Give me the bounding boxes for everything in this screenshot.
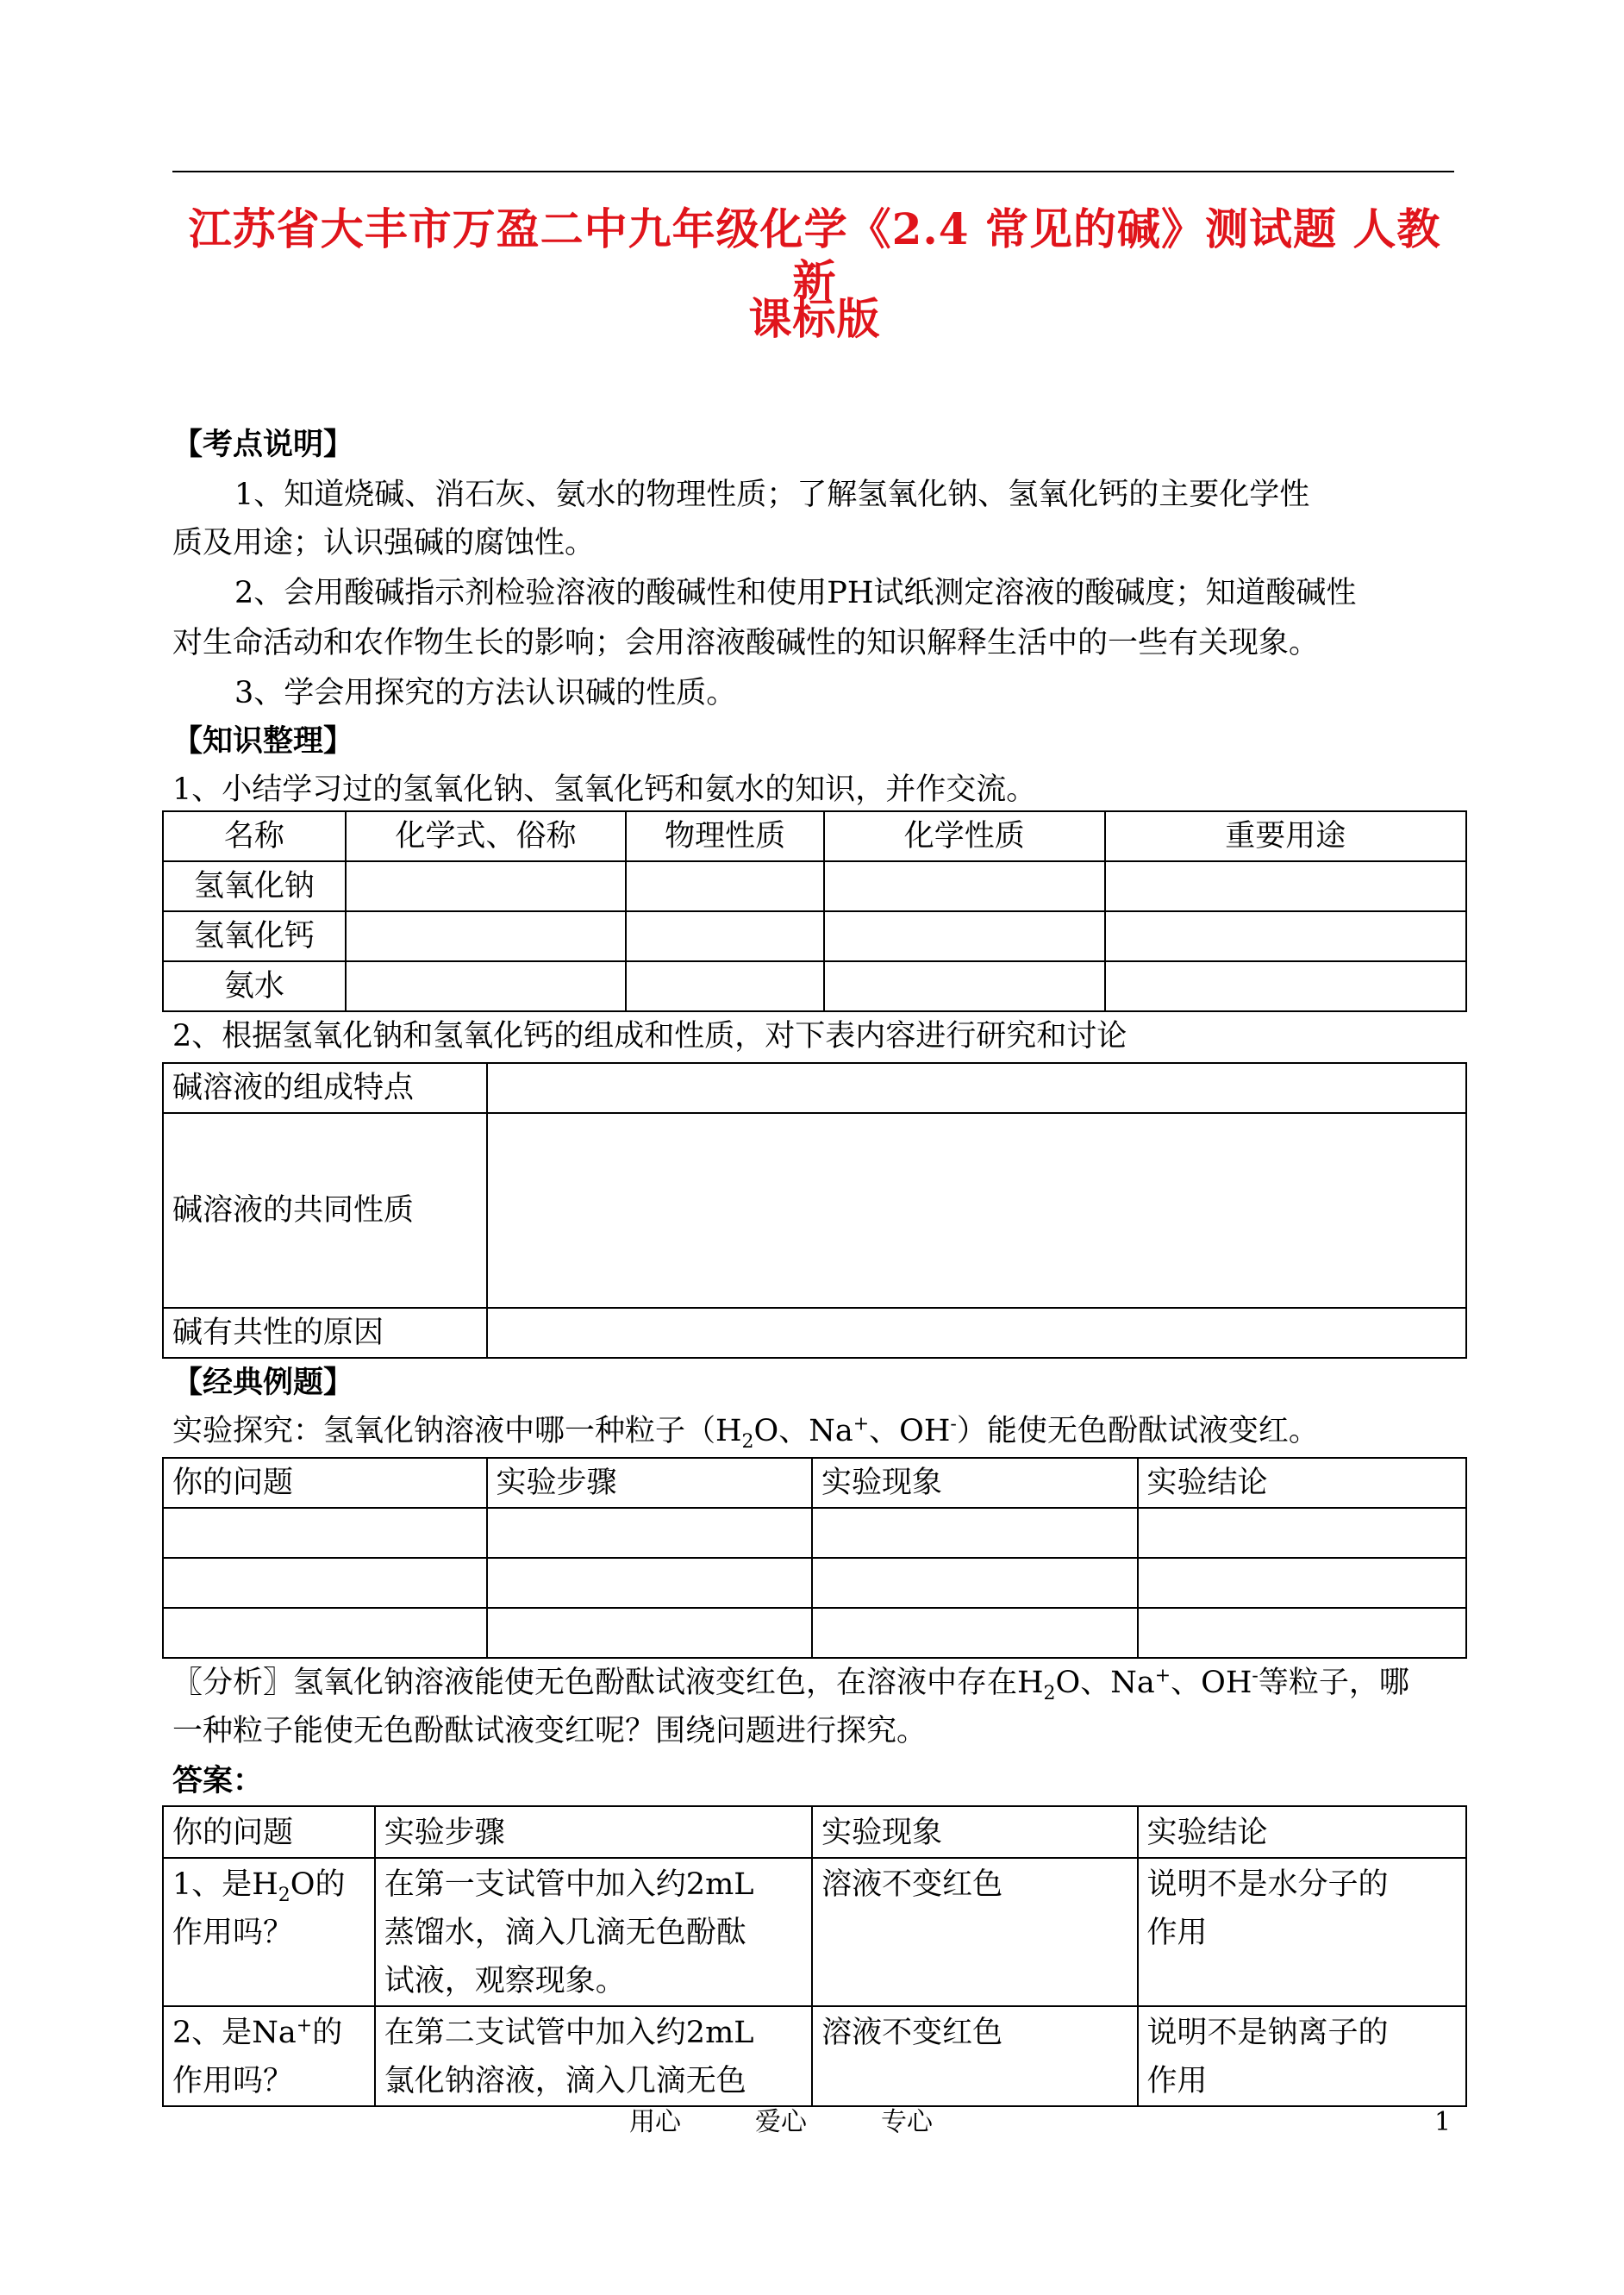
section-heading-exam-points: 【考点说明】 (172, 427, 354, 462)
analysis-line-1: 〖分析〗氢氧化钠溶液能使无色酚酞试液变红色，在溶液中存在$H_2O$、Na+、OH-等粒子，哪 (172, 1665, 1409, 1704)
table-row (163, 1558, 1466, 1608)
table-row (163, 1508, 1466, 1558)
table-header-cell: 名称 (163, 811, 346, 861)
section-heading-knowledge: 【知识整理】 (172, 723, 354, 759)
blank-cell (824, 861, 1105, 911)
table-header-cell: 实验步骤 (375, 1806, 812, 1858)
answer-question-cell: 2、是Na+的 作用吗？ (163, 2006, 375, 2106)
answer-label: 答案： (172, 1763, 264, 1798)
answer-steps-cell: 在第二支试管中加入约2mL 氯化钠溶液，滴入几滴无色 (375, 2006, 812, 2106)
blank-cell (1105, 961, 1466, 1011)
table-header-cell: 重要用途 (1105, 811, 1466, 861)
document-title-line-1: 江苏省大丰市万盈二中九年级化学《2.4 常见的碱》测试题 人教新 (188, 203, 1441, 306)
table-row (163, 961, 1466, 1011)
experiment-blank-table (162, 1457, 1467, 1659)
blank-cell (626, 911, 824, 961)
table-header-cell: 化学式、俗称 (346, 811, 627, 861)
blank-cell (487, 1113, 1466, 1308)
blank-cell (626, 861, 824, 911)
table-header-cell: 你的问题 (163, 1806, 375, 1858)
table-row (163, 1063, 1466, 1113)
analysis-line-2: 一种粒子能使无色酚酞试液变红呢？围绕问题进行探究。 (172, 1714, 928, 1748)
table-row (163, 1608, 1466, 1658)
document-title-line-2: 课标版 (748, 293, 881, 344)
table-header-cell: 实验现象 (812, 1458, 1138, 1508)
footer-word-1: 用心 (629, 2107, 681, 2137)
blank-cell (487, 1063, 1466, 1113)
table-header-row (163, 811, 1466, 861)
exam-point-2-line-1: 2、会用酸碱指示剂检验溶液的酸碱性和使用PH试纸测定溶液的酸碱度；知道酸碱性 (234, 576, 1357, 610)
blank-cell (487, 1308, 1466, 1358)
blank-cell (1105, 861, 1466, 911)
blank-cell (626, 961, 824, 1011)
answer-conclusion-cell: 说明不是水分子的 作用 (1138, 1858, 1466, 2006)
experiment-intro: 实验探究：氢氧化钠溶液中哪一种粒子（$H_2O$、Na+、OH-）能使无色酚酞试液变红。 (172, 1413, 1319, 1453)
row-label-cell: 氨水 (163, 961, 346, 1011)
row-label-cell: 碱有共性的原因 (163, 1308, 487, 1358)
table-header-cell: 你的问题 (163, 1458, 487, 1508)
table-row (163, 911, 1466, 961)
base-summary-table (162, 810, 1467, 1012)
table-header-cell: 化学性质 (824, 811, 1105, 861)
table-row (163, 2006, 1466, 2106)
exam-point-1-line-2: 质及用途；认识强碱的腐蚀性。 (172, 526, 596, 560)
blank-cell (346, 961, 627, 1011)
table-header-cell: 实验结论 (1138, 1458, 1467, 1508)
exam-point-1-line-1: 1、知道烧碱、消石灰、氨水的物理性质；了解氢氧化钠、氢氧化钙的主要化学性 (234, 478, 1310, 512)
blank-cell (824, 961, 1105, 1011)
page-number: 1 (1434, 2107, 1452, 2137)
footer-word-3: 专心 (881, 2107, 933, 2137)
table-header-row (163, 1806, 1466, 1858)
table-header-cell: 实验现象 (812, 1806, 1137, 1858)
row-label-cell: 氢氧化钠 (163, 861, 346, 911)
answer-conclusion-cell: 说明不是钠离子的 作用 (1138, 2006, 1466, 2106)
base-properties-table (162, 1062, 1467, 1359)
table-header-cell: 物理性质 (626, 811, 824, 861)
row-label-cell: 氢氧化钙 (163, 911, 346, 961)
answer-question-cell: 1、是$H_2O$的 作用吗？ (163, 1858, 375, 2006)
answer-steps-cell: 在第一支试管中加入约2mL 蒸馏水，滴入几滴无色酚酞 试液，观察现象。 (375, 1858, 812, 2006)
blank-cell (346, 861, 627, 911)
table-row (163, 1113, 1466, 1308)
answer-phenomenon-cell: 溶液不变红色 (812, 2006, 1137, 2106)
answer-table (162, 1805, 1467, 2107)
footer-word-2: 爱心 (755, 2107, 807, 2137)
header-rule (172, 171, 1454, 172)
answer-phenomenon-cell: 溶液不变红色 (812, 1858, 1137, 2006)
knowledge-question-1: 1、小结学习过的氢氧化钠、氢氧化钙和氨水的知识，并作交流。 (172, 772, 1037, 807)
knowledge-question-2: 2、根据氢氧化钠和氢氧化钙的组成和性质，对下表内容进行研究和讨论 (172, 1019, 1127, 1054)
table-row (163, 1858, 1466, 2006)
row-label-cell: 碱溶液的组成特点 (163, 1063, 487, 1113)
blank-cell (1105, 911, 1466, 961)
table-header-cell: 实验结论 (1138, 1806, 1466, 1858)
table-header-cell: 实验步骤 (487, 1458, 813, 1508)
exam-point-2-line-2: 对生命活动和农作物生长的影响；会用溶液酸碱性的知识解释生活中的一些有关现象。 (172, 626, 1320, 660)
table-row (163, 861, 1466, 911)
blank-cell (824, 911, 1105, 961)
blank-cell (346, 911, 627, 961)
row-label-cell: 碱溶液的共同性质 (163, 1113, 487, 1308)
exam-point-3: 3、学会用探究的方法认识碱的性质。 (234, 676, 737, 710)
table-header-row (163, 1458, 1466, 1508)
table-row (163, 1308, 1466, 1358)
section-heading-examples: 【经典例题】 (172, 1365, 354, 1400)
